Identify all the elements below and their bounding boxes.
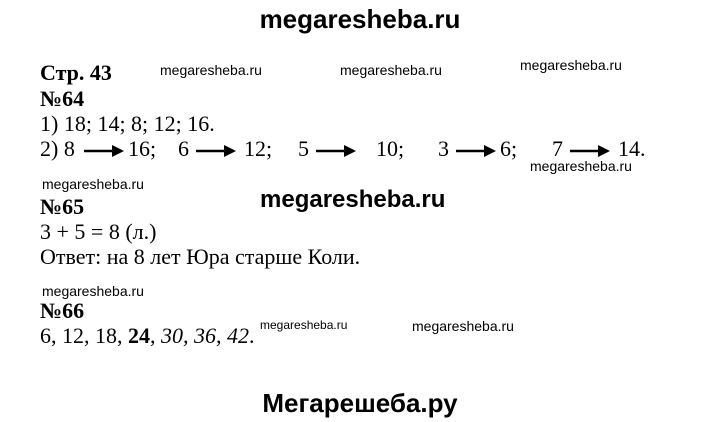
watermark: megaresheba.ru [42, 283, 144, 299]
pair-3-from: 5 [298, 136, 309, 161]
pair-4-from: 3 [438, 136, 449, 161]
watermark: megaresheba.ru [340, 62, 442, 78]
watermark: megaresheba.ru [530, 158, 632, 174]
task-65-title: №65 [40, 194, 85, 219]
sequence-bold: 24 [128, 323, 150, 348]
watermark: megaresheba.ru [160, 62, 262, 78]
pair-2-to: 12; [244, 136, 273, 161]
page-header: Стр. 43 [40, 60, 112, 85]
pair-5-to: 14. [618, 136, 646, 161]
sequence-separator: , [150, 323, 161, 348]
pair-2-from: 6 [178, 136, 189, 161]
task-64-title: №64 [40, 86, 85, 111]
pair-4-to: 6; [500, 136, 518, 161]
watermark-top: megaresheba.ru [259, 4, 461, 34]
arrow-icon [316, 145, 356, 157]
pair-5-from: 7 [552, 136, 563, 161]
task-66-title: №66 [40, 298, 85, 323]
task-65-equation: 3 + 5 = 8 (л.) [40, 219, 157, 244]
watermark: megaresheba.ru [412, 318, 514, 334]
watermark-bottom: Мегарешеба.ру [262, 388, 458, 418]
sequence-normal: 6, 12, 18, [40, 323, 128, 348]
arrow-icon [84, 145, 124, 157]
arrow-icon [570, 145, 610, 157]
task-66-sequence [40, 323, 255, 349]
line-2-prefix: 2) 8 [40, 136, 75, 161]
watermark: megaresheba.ru [520, 57, 622, 73]
sequence-end: . [249, 323, 255, 348]
watermark: megaresheba.ru [42, 176, 144, 192]
arrow-icon [456, 145, 496, 157]
arrow-icon [196, 145, 236, 157]
task-64-line-1: 1) 18; 14; 8; 12; 16. [40, 111, 215, 136]
pair-1-to: 16; [128, 136, 157, 161]
sequence-italic: 30, 36, 42 [161, 323, 249, 348]
task-65-answer: Ответ: на 8 лет Юра старше Коли. [40, 244, 361, 269]
watermark-middle: megaresheba.ru [260, 186, 446, 213]
watermark: megaresheba.ru [260, 318, 348, 332]
pair-3-to: 10; [376, 136, 405, 161]
